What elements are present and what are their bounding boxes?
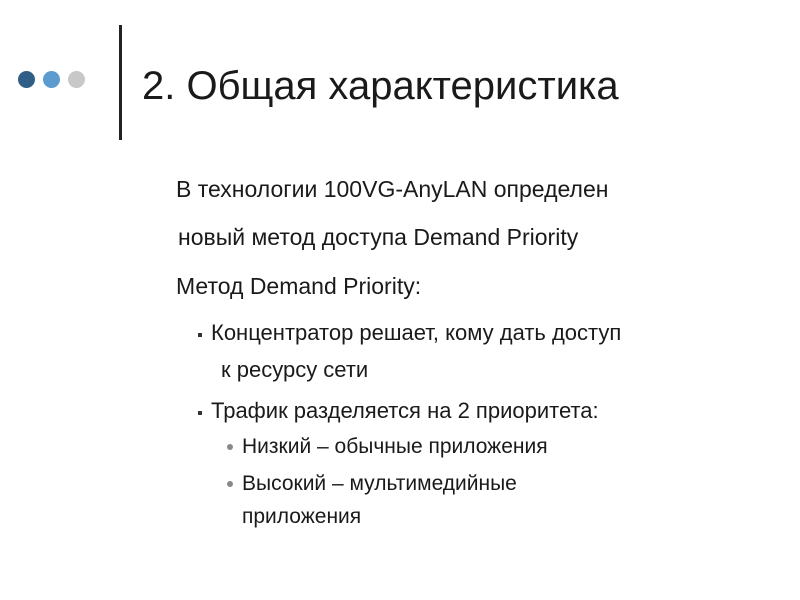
square-bullet-icon [198,333,202,337]
bullet-2-line-1: Метод Demand Priority: [176,273,422,299]
bullet-1-line-1: В технологии 100VG-AnyLAN определен [176,176,609,202]
sub-sub-bullet-2-line-1: Высокий – мультимедийные [242,472,517,495]
sub-bullet-1-line-2: к ресурсу сети [221,357,369,382]
sub-sub-bullet-2-line-2: приложения [242,505,362,528]
sub-bullet-2-line-1: Трафик разделяется на 2 приоритета: [211,398,599,423]
bullet-1-line-2: новый метод доступа Demand Priority [178,224,579,250]
square-bullet-icon [198,411,202,415]
decorative-dots [18,71,85,88]
sub-sub-bullet-1-line-1: Низкий – обычные приложения [242,435,548,458]
round-bullet-icon [227,481,233,487]
vertical-divider [119,25,122,140]
round-bullet-icon [227,444,233,450]
slide-title: 2. Общая характеристика [142,64,619,108]
dot-gray-icon [68,71,85,88]
dot-dark-blue-icon [18,71,35,88]
sub-bullet-1-line-1: Концентратор решает, кому дать доступ [211,320,622,345]
dot-light-blue-icon [43,71,60,88]
